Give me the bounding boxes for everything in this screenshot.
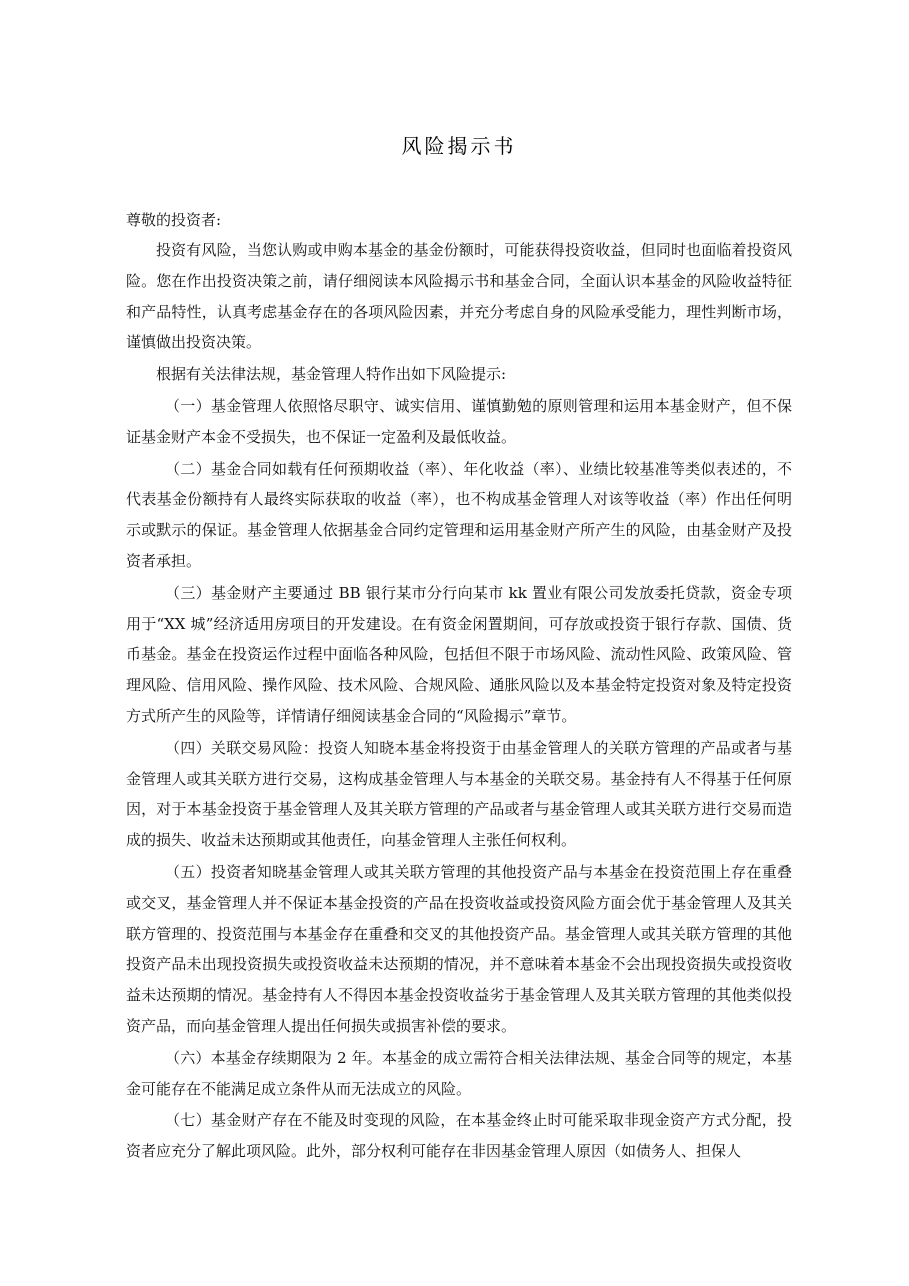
salutation: 尊敬的投资者: xyxy=(126,211,222,229)
risk-item-2: （二）基金合同如载有任何预期收益（率）、年化收益（率）、业绩比较基准等类似表述的，不代表基金份额持有人最终实际获取的收益（率），也不构成基金管理人对该等收益（率）作出任何明示或默示的保证。基金管理人依据基金合同约定管理和运用基金财产所产生的风险，由基金财产及投资者承担。 xyxy=(126,459,792,570)
risk-item-1: （一）基金管理人依照恪尽职守、诚实信用、谨慎勤勉的原则管理和运用本基金财产，但不保证基金财产本金不受损失，也不保证一定盈利及最低收益。 xyxy=(126,396,792,446)
risk-item-7: （七）基金财产存在不能及时变现的风险，在本基金终止时可能采取非现金资产方式分配，投资者应充分了解此项风险。此外，部分权利可能存在非因基金管理人原因（如债务人、担保人 xyxy=(126,1111,792,1161)
intro-paragraph: 投资有风险，当您认购或申购本基金的基金份额时，可能获得投资收益，但同时也面临着投资风险。您在作出投资决策之前，请仔细阅读本风险揭示书和基金合同，全面认识本基金的风险收益特征和产品特性，认真考虑基金存在的各项风险因素，并充分考虑自身的风险承受能力，理性判断市场，谨慎做出投资决策。 xyxy=(126,241,792,352)
risk-item-5: （五）投资者知晓基金管理人或其关联方管理的其他投资产品与本基金在投资范围上存在重叠或交叉，基金管理人并不保证本基金投资的产品在投资收益或投资风险方面会优于基金管理人及其关联方管理的、投资范围与本基金存在重叠和交叉的其他投资产品。基金管理人或其关联方管理的其他投资产品未出现投资损失或投资收益未达预期的情况，并不意味着本基金不会出现投资损失或投资收益未达预期的情况。基金持有人不得因本基金投资收益劣于基金管理人及其关联方管理的其他类似投资产品，而向基金管理人提出任何损失或损害补偿的要求。 xyxy=(126,862,792,1035)
risk-item-4: （四）关联交易风险：投资人知晓本基金将投资于由基金管理人的关联方管理的产品或者与基金管理人或其关联方进行交易，这构成基金管理人与本基金的关联交易。基金持有人不得基于任何原因，对于本基金投资于基金管理人及其关联方管理的产品或者与基金管理人或其关联方进行交易而造成的损失、收益未达预期或其他责任，向基金管理人主张任何权利。 xyxy=(126,738,792,850)
risk-item-3: （三）基金财产主要通过 BB 银行某市分行向某市 kk 置业有限公司发放委托贷款，资金专项用于“XX 城”经济适用房项目的开发建设。在有资金闲置期间，可存放或投资于银行存款、国债、货币基金。基金在投资运作过程中面临各种风险，包括但不限于市场风险、流动性风险、政策风险、管理风险、信用风险、操作风险、技术风险、合规风险、通胀风险以及本基金特定投资对象及特定投资方式所产生的风险等，详情请仔细阅读基金合同的“风险揭示”章节。 xyxy=(126,583,792,725)
document-page xyxy=(126,130,792,1168)
risk-item-6: （六）本基金存续期限为 2 年。本基金的成立需符合相关法律法规、基金合同等的规定，本基金可能存在不能满足成立条件从而无法成立的风险。 xyxy=(126,1048,792,1098)
lead-paragraph: 根据有关法律法规，基金管理人特作出如下风险提示: xyxy=(156,365,507,384)
document-title: 风险揭示书 xyxy=(401,134,517,158)
